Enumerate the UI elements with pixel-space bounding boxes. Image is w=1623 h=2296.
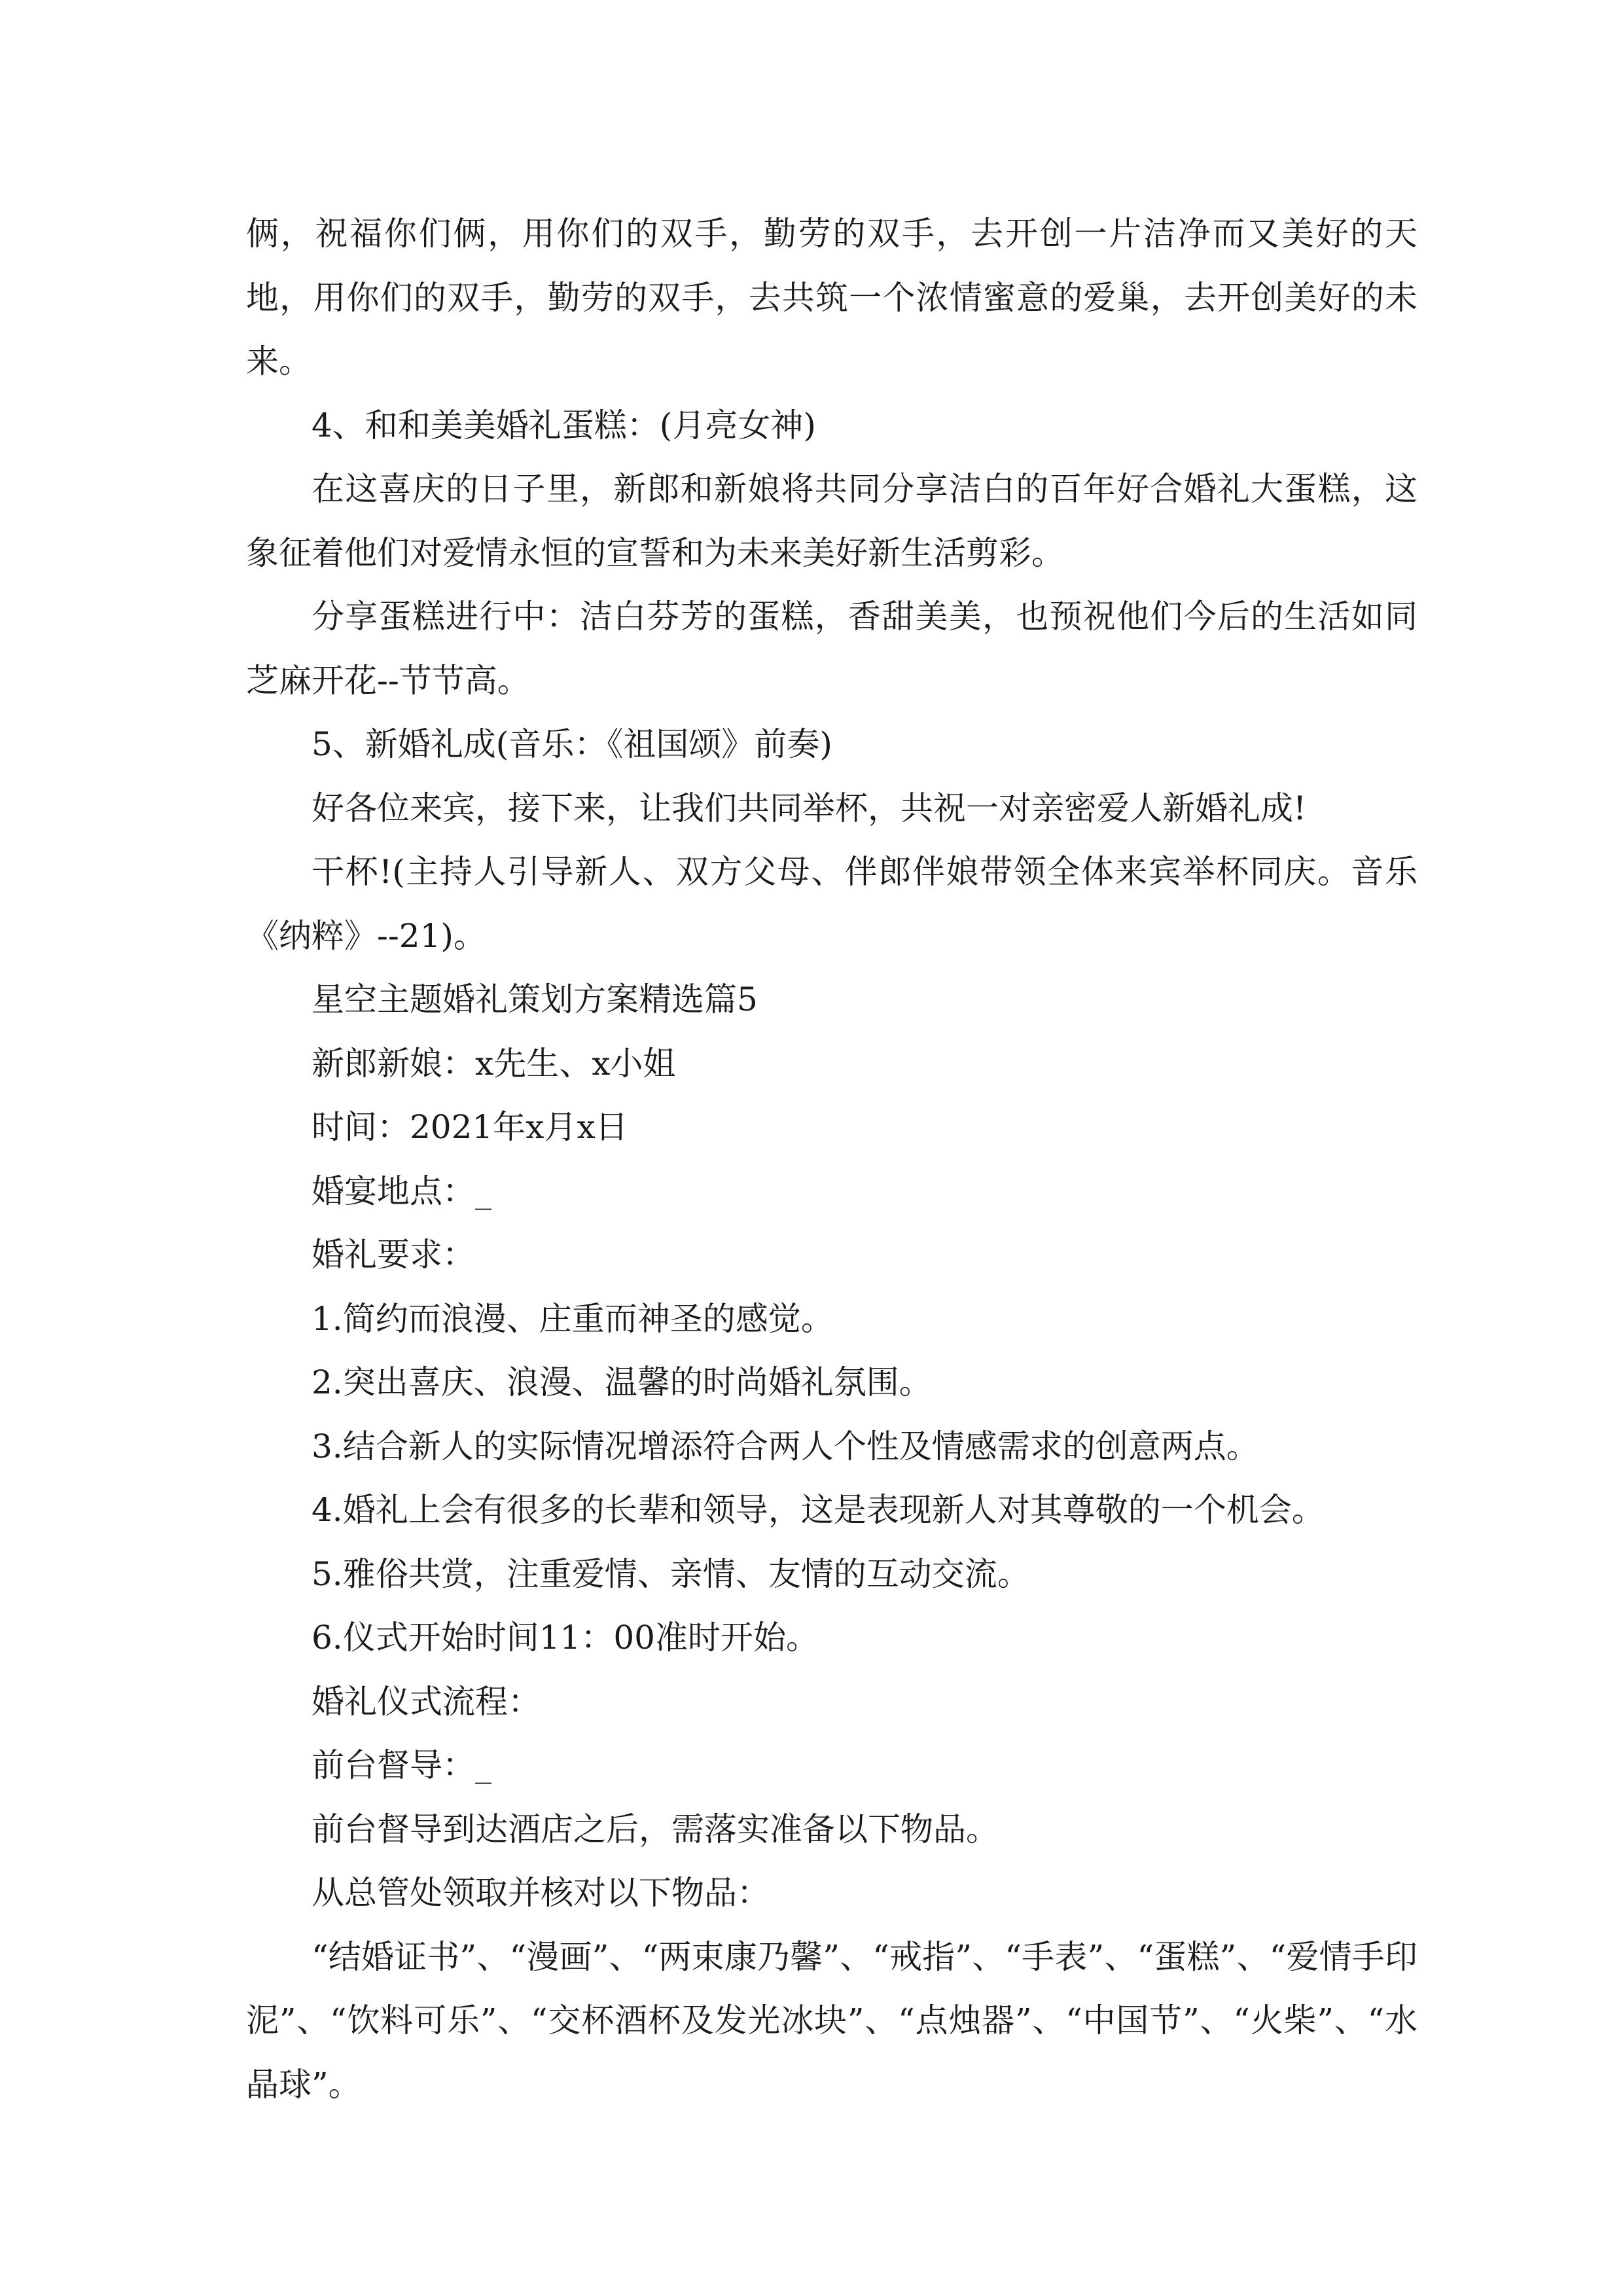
paragraph-venue: 婚宴地点：_ — [312, 1172, 491, 1210]
paragraph-date: 时间：2021年x月x日 — [312, 1108, 628, 1146]
paragraph-items-list: “结婚证书”、“漫画”、“两束康乃馨”、“戒指”、“手表”、“蛋糕”、“爱情手印泥”、“饮料可乐”、“交杯酒杯及发光冰块”、“点烛器”、“中国节”、“火柴”、“水晶球”。 — [246, 1937, 1418, 2104]
paragraph-cake-sharing: 分享蛋糕进行中：洁白芬芳的蛋糕，香甜美美，也预祝他们今后的生活如同芝麻开花--节节高。 — [246, 598, 1418, 700]
list-item: 5.雅俗共赏，注重爱情、亲情、友情的互动交流。 — [312, 1554, 1030, 1593]
paragraph-toast-invite: 好各位来宾，接下来，让我们共同举杯，共祝一对亲密爱人新婚礼成! — [312, 789, 1307, 827]
paragraph-process-heading: 婚礼仪式流程： — [312, 1682, 541, 1721]
list-item: 4.婚礼上会有很多的长辈和领导，这是表现新人对其尊敬的一个机会。 — [312, 1491, 1325, 1529]
paragraph-couple: 新郎新娘：x先生、x小姐 — [312, 1044, 676, 1083]
paragraph-items-heading: 从总管处领取并核对以下物品： — [312, 1874, 770, 1912]
list-item: 6.仪式开始时间11：00准时开始。 — [312, 1619, 819, 1657]
list-item: 1.简约而浪漫、庄重而神圣的感觉。 — [312, 1299, 834, 1338]
document-body — [246, 202, 1418, 2117]
paragraph-requirements-heading: 婚礼要求： — [312, 1236, 475, 1274]
paragraph-ceremony-heading: 5、新婚礼成(音乐：《祖国颂》前奏) — [312, 725, 832, 763]
list-item: 3.结合新人的实际情况增添符合两人个性及情感需求的创意两点。 — [312, 1427, 1259, 1465]
paragraph-supervisor-task: 前台督导到达酒店之后，需落实准备以下物品。 — [312, 1810, 999, 1848]
paragraph-cake-description: 在这喜庆的日子里，新郎和新娘将共同分享洁白的百年好合婚礼大蛋糕，这象征着他们对爱情永恒的宣誓和为未来美好新生活剪彩。 — [246, 470, 1418, 572]
paragraph-blessing: 俩，祝福你们俩，用你们的双手，勤劳的双手，去开创一片洁净而又美好的天地，用你们的双手，勤劳的双手，去共筑一个浓情蜜意的爱巢，去开创美好的未来。 — [246, 215, 1418, 380]
section-title: 星空主题婚礼策划方案精选篇5 — [312, 980, 758, 1018]
list-item: 2.突出喜庆、浪漫、温馨的时尚婚礼氛围。 — [312, 1363, 932, 1401]
paragraph-supervisor: 前台督导：_ — [312, 1746, 491, 1784]
paragraph-cake-heading: 4、和和美美婚礼蛋糕：(月亮女神) — [312, 406, 816, 444]
paragraph-toast: 干杯!(主持人引导新人、双方父母、伴郎伴娘带领全体来宾举杯同庆。音乐《纳粹》--21)。 — [246, 853, 1418, 955]
